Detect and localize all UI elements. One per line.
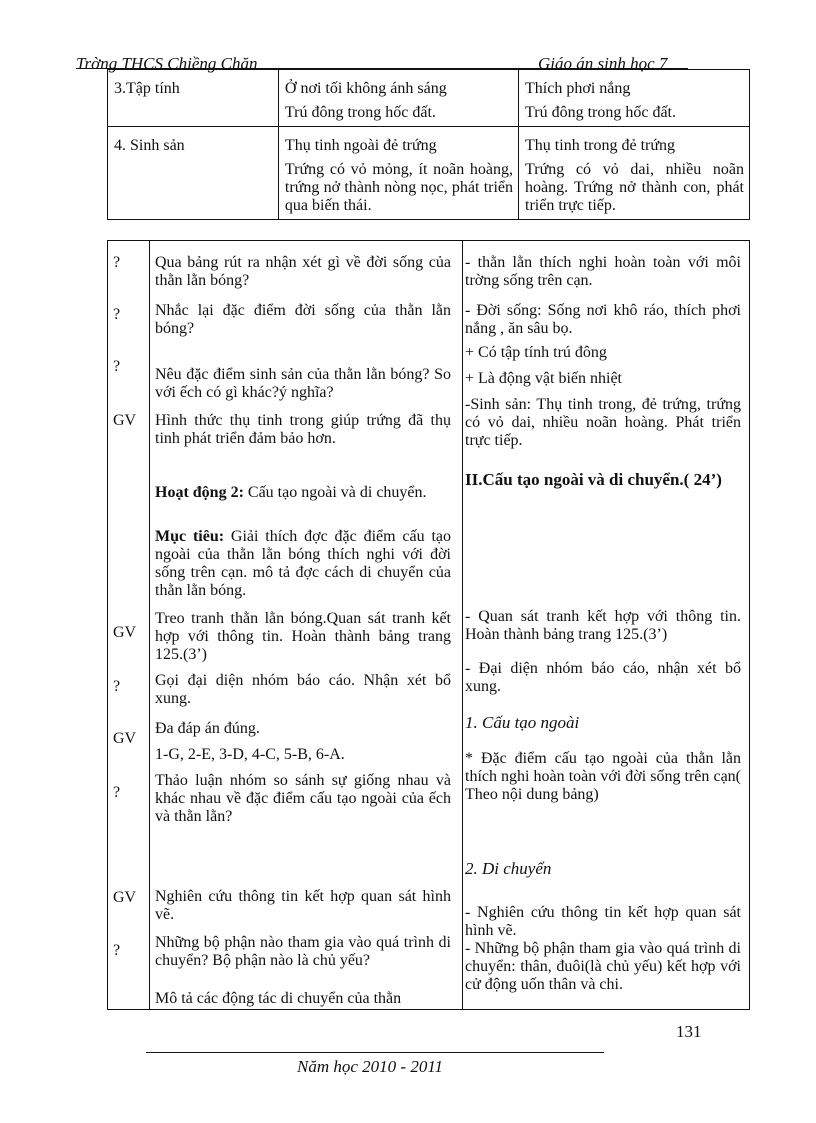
cell-text: Thụ tinh ngoài đẻ trứng [284, 137, 437, 154]
lizard-cell [519, 70, 750, 127]
answer-text: - Đại diện nhóm báo cáo, nhận xét bổ xung. [465, 660, 741, 695]
teacher-note: Hình thức thụ tinh trong giúp trứng đã thụ tinh phát triển đảm bảo hơn. [155, 412, 451, 447]
marker: ? [113, 784, 121, 801]
activity-label: Hoạt động 2: [155, 484, 244, 501]
teacher-note: Đa đáp án đúng. [155, 720, 260, 737]
question-text: Mô tả các động tác di chuyển của thằn [155, 990, 402, 1007]
marker: GV [113, 889, 137, 906]
question-text: Nhắc lại đặc điểm đời sống của thằn lằn bóng? [155, 302, 451, 337]
answer-text: - thằn lằn thích nghi hoàn toàn với môi trờng sống trên cạn. [465, 254, 741, 289]
answer-key: 1-G, 2-E, 3-D, 4-C, 5-B, 6-A. [155, 746, 345, 763]
comparison-table [107, 69, 750, 220]
header-school: Trờng THCS Chiềng Chăn [76, 54, 258, 73]
cell-text: Thụ tinh trong đẻ trứng [525, 137, 676, 154]
frog-cell [278, 70, 518, 127]
page-number: 131 [676, 1022, 702, 1041]
objective-label: Mục tiêu: [155, 528, 225, 545]
header-subject: Giáo án sinh học 7 [538, 54, 668, 73]
marker: ? [113, 942, 121, 959]
subsection-heading: 2. Di chuyển [465, 859, 552, 878]
footer-divider [146, 1052, 604, 1053]
question-text: Qua bảng rút ra nhận xét gì về đời sống của thằn lằn bóng? [155, 254, 451, 289]
cell-text: Thích phơi nắng [525, 80, 631, 97]
marker: ? [113, 678, 121, 695]
section-heading: II.Cấu tạo ngoài và di chuyển.( 24’) [465, 470, 722, 489]
question-text: Những bộ phận nào tham gia vào quá trình di chuyển? Bộ phận nào là chủ yếu? [155, 934, 451, 969]
question-text: Thảo luận nhóm so sánh sự giống nhau và khác nhau về đặc điểm cấu tạo ngoài của ếch và thằn lằn? [155, 772, 451, 825]
subsection-heading: 1. Cấu tạo ngoài [465, 713, 580, 732]
objective [155, 528, 451, 600]
answer-text: -Sinh sản: Thụ tinh trong, đẻ trứng, trứng có vỏ dai, nhiều noãn hoàng. Phát triển trực tiếp. [465, 396, 741, 449]
lizard-cell [519, 127, 750, 220]
answer-text: * Đặc điểm cấu tạo ngoài của thằn lằn thích nghi hoàn toàn với đời sống trên cạn( Theo nội dung bảng) [465, 750, 741, 803]
marker: GV [113, 412, 137, 429]
activity-title: Cấu tạo ngoài và di chuyển. [243, 484, 427, 501]
teacher-note: Treo tranh thằn lằn bóng.Quan sát tranh kết hợp với thông tin. Hoàn thành bảng trang 125.(3’) [155, 610, 451, 663]
cell-text: Trú đông trong hốc đất. [525, 104, 676, 121]
answer-text: - Đời sống: Sống nơi khô ráo, thích phơi nắng , ăn sâu bọ. [465, 302, 741, 337]
marker: ? [113, 358, 121, 375]
frog-cell [278, 127, 518, 220]
cell-text: Trú đông trong hốc đất. [284, 104, 436, 121]
table-row [108, 127, 750, 220]
cell-text: Trứng có vỏ dai, nhiều noãn hoàng. Trứng nở thành con, phát triển trực tiếp. [525, 161, 744, 214]
marker: ? [113, 306, 121, 323]
teacher-note: Nghiên cứu thông tin kết hợp quan sát hình vẽ. [155, 888, 451, 923]
marker: GV [113, 730, 137, 747]
teacher-note: Gọi đại diện nhóm báo cáo. Nhận xét bổ xung. [155, 672, 451, 707]
answer-text: + Là động vật biến nhiệt [465, 370, 622, 387]
table-row [108, 70, 750, 127]
answer-text: - Quan sát tranh kết hợp với thông tin. Hoàn thành bảng trang 125.(3’) [465, 608, 741, 643]
answer-text: + Có tập tính trú đông [465, 344, 607, 361]
cell-text: Ở nơi tối không ánh sáng [284, 80, 447, 97]
row-label: 3.Tập tính [108, 70, 279, 127]
footer-school-year: Năm học 2010 - 2011 [297, 1057, 444, 1076]
objective-text: Giải thích đợc đặc điểm cấu tạo ngoài của thằn lằn bóng thích nghi với đời sống trên cạn. mô tả đợc cách di chuyển của thằn lằn bóng. [155, 528, 451, 599]
lesson-table-content [107, 240, 750, 1010]
marker: GV [113, 624, 137, 641]
activity-heading [155, 484, 451, 502]
answer-text: - Những bộ phận tham gia vào quá trình di chuyển: thân, đuôi(là chủ yếu) kết hợp với cử động uốn thân và chi. [465, 940, 741, 993]
cell-text: Trứng có vỏ mỏng, ít noãn hoàng, trứng nở thành nòng nọc, phát triển qua biến thái. [284, 161, 514, 214]
marker: ? [113, 254, 121, 271]
row-label: 4. Sinh sản [108, 127, 279, 220]
answer-text: - Nghiên cứu thông tin kết hợp quan sát hình vẽ. [465, 904, 741, 939]
question-text: Nêu đặc điểm sinh sản của thằn lằn bóng? So với ếch có gì khác?ý nghĩa? [155, 366, 451, 401]
